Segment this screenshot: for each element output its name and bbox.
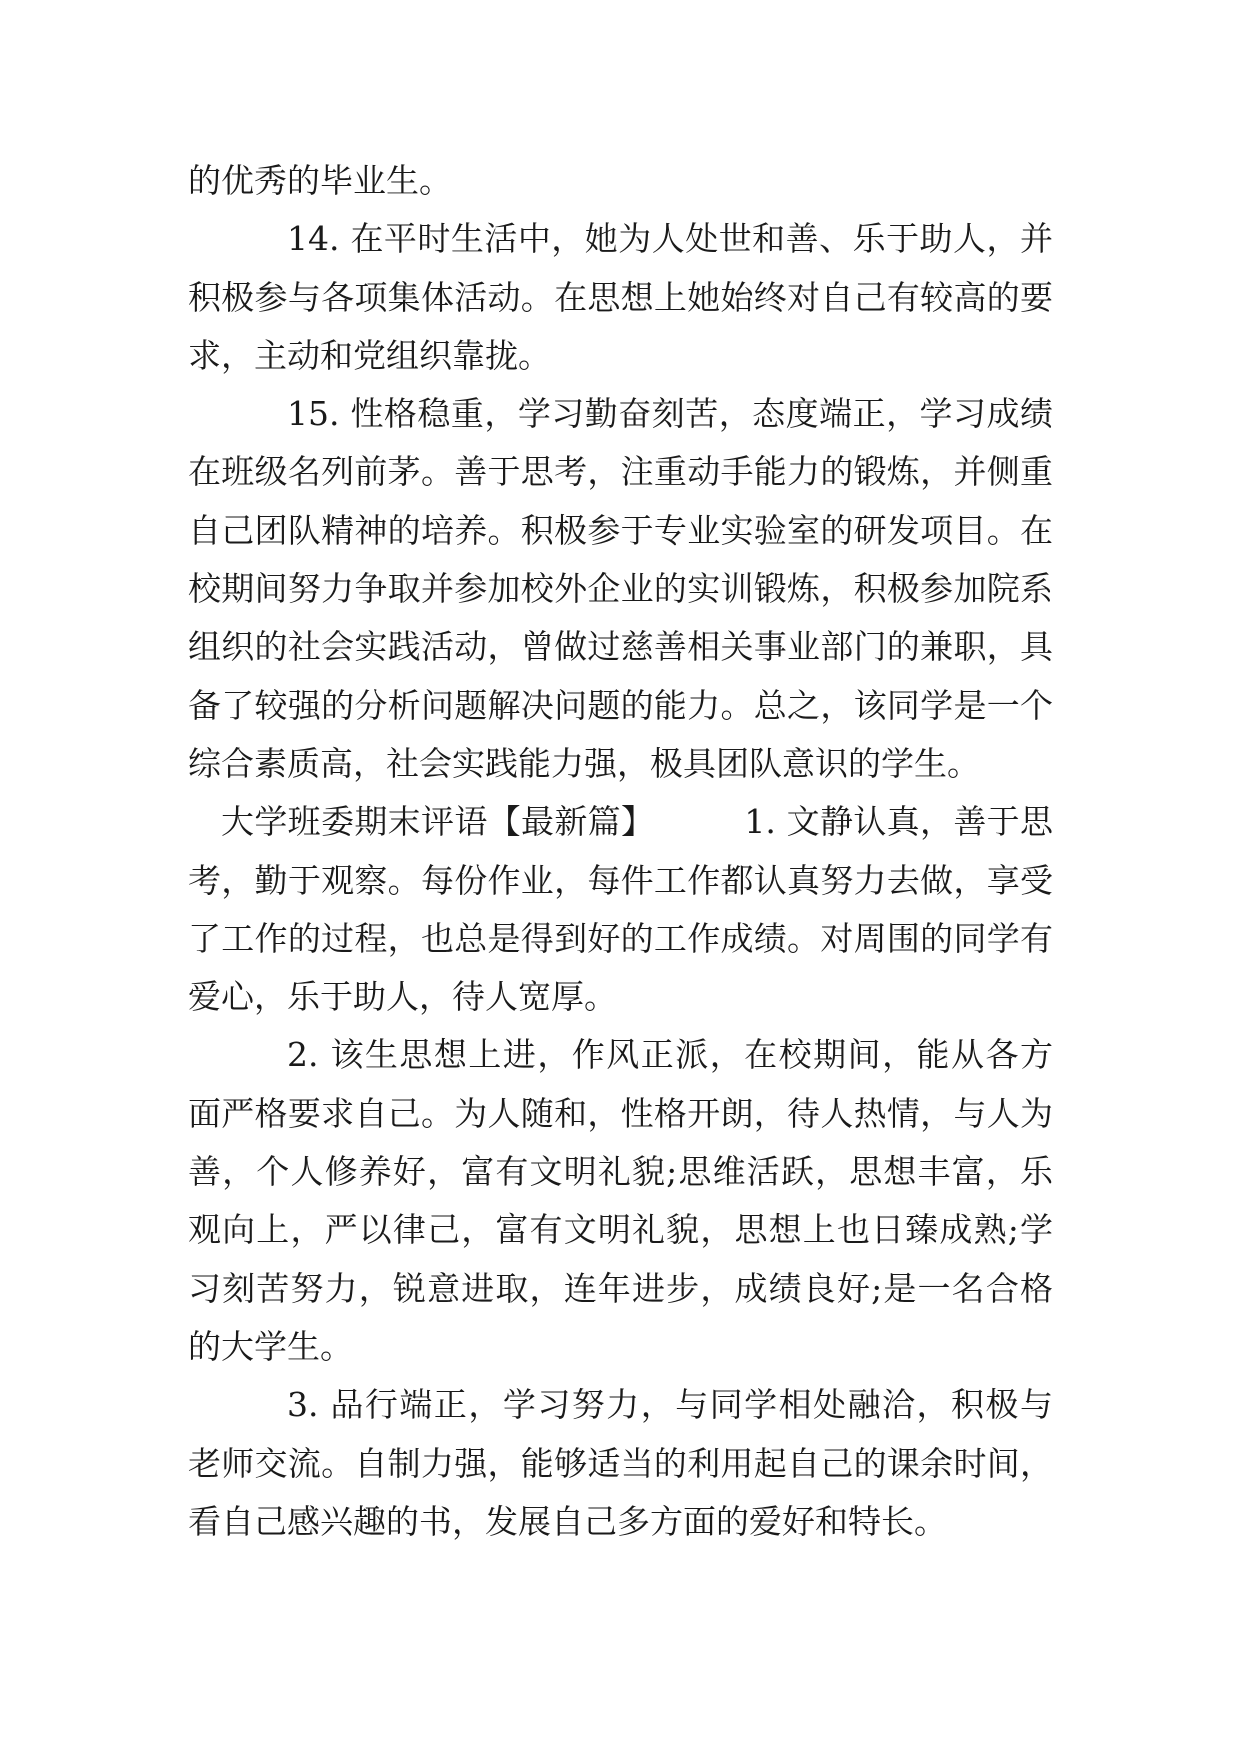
paragraph-item-14: 14. 在平时生活中，她为人处世和善、乐于助人，并积极参与各项集体活动。在思想上她始终对自己有较高的要求，主动和党组织靠拢。 [188,219,1053,375]
paragraph-item-1: 1. 文静认真，善于思考，勤于观察。每份作业，每件工作都认真努力去做，享受了工作的过程，也总是得到好的工作成绩。对周围的同学有爱心，乐于助人，待人宽厚。 [188,802,1053,1017]
section-paragraph [188,793,1053,1026]
paragraph-item-2: 2. 该生思想上进，作风正派，在校期间，能从各方面严格要求自己。为人随和，性格开朗，待人热情，与人为善，个人修养好，富有文明礼貌;思维活跃，思想丰富，乐观向上，严以律己，富有文明礼貌，思想上也日臻成熟;学习刻苦努力，锐意进取，连年进步，成绩良好;是一名合格的大学生。 [188,1035,1053,1366]
paragraph-continuation: 的优秀的毕业生。 [188,161,452,200]
paragraph-item-15: 15. 性格稳重，学习勤奋刻苦，态度端正，学习成绩在班级名列前茅。善于思考，注重动手能力的锻炼，并侧重自己团队精神的培养。积极参于专业实验室的研发项目。在校期间努力争取并参加校外企业的实训锻炼，积极参加院系组织的社会实践活动，曾做过慈善相关事业部门的兼职，具备了较强的分析问题解决问题的能力。总之，该同学是一个综合素质高，社会实践能力强，极具团队意识的学生。 [188,394,1053,783]
document-body [188,152,1053,1551]
paragraph-item-3: 3. 品行端正，学习努力，与同学相处融洽，积极与老师交流。自制力强，能够适当的利用起自己的课余时间，看自己感兴趣的书，发展自己多方面的爱好和特长。 [188,1385,1053,1541]
section-heading: 大学班委期末评语【最新篇】 [221,802,655,842]
